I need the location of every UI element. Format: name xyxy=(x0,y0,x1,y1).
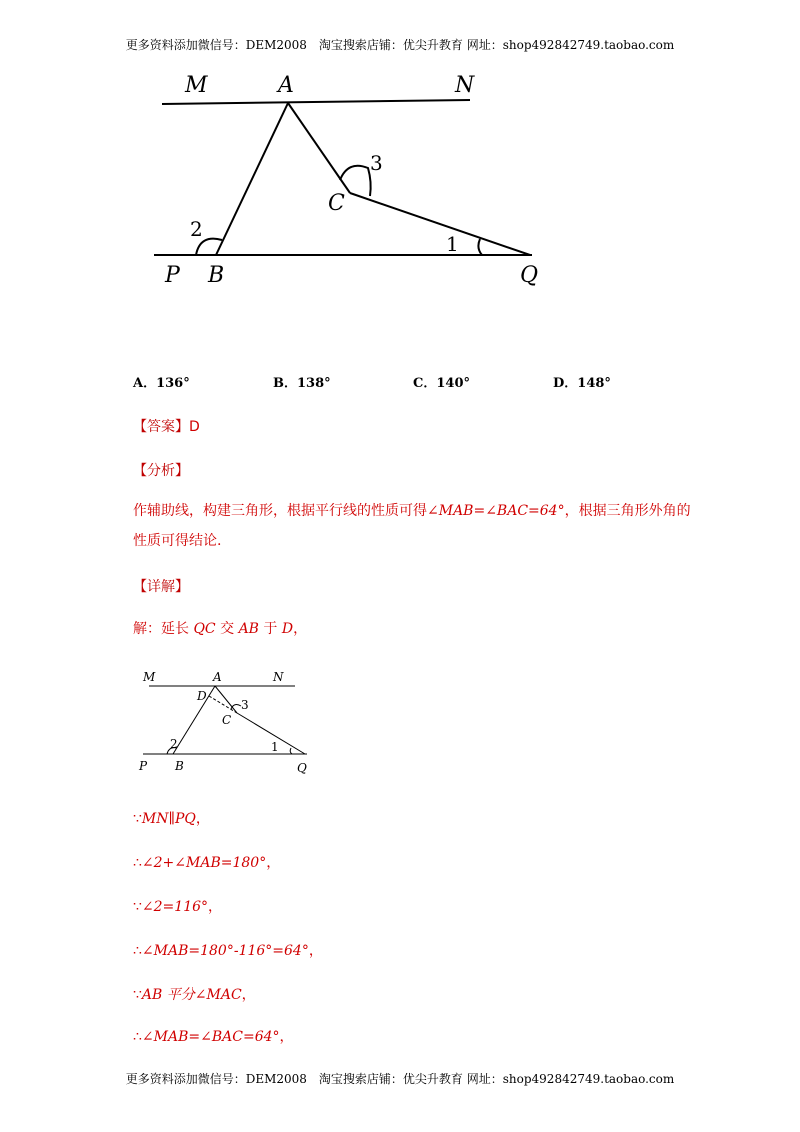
label-P: P xyxy=(165,263,180,288)
step-2: ∴∠2+∠MAB=180°， xyxy=(133,855,281,871)
answer-value: D xyxy=(189,419,200,435)
fig2-label-B: B xyxy=(175,759,184,773)
analysis-text: 作辅助线，构建三角形，根据平行线的性质可得∠MAB=∠BAC=64°，根据三角形外角的性质可得结论. xyxy=(133,503,691,549)
label-N: N xyxy=(455,73,475,98)
label-angle-3: 3 xyxy=(370,151,383,175)
label-A: A xyxy=(278,73,294,98)
answer-tag: 【答案】 xyxy=(133,419,189,435)
detail-tag: 【详解】 xyxy=(133,579,189,595)
geometry-figure-auxiliary xyxy=(135,664,315,776)
step-5: ∵AB 平分∠MAC， xyxy=(133,987,256,1003)
fig2-label-C: C xyxy=(222,713,232,727)
label-M: M xyxy=(185,73,208,98)
fig2-label-N: N xyxy=(273,670,284,684)
fig2-label-Q: Q xyxy=(297,761,307,775)
step-3: ∵∠2=116°， xyxy=(133,899,223,915)
fig2-label-angle-3: 3 xyxy=(241,698,249,712)
fig2-label-D: D xyxy=(197,689,207,703)
label-B: B xyxy=(208,263,225,288)
fig2-label-M: M xyxy=(143,670,156,684)
label-angle-2: 2 xyxy=(190,217,203,241)
fig2-label-angle-1: 1 xyxy=(271,740,279,754)
step-1: ∵MN∥PQ， xyxy=(133,811,210,827)
label-Q: Q xyxy=(520,263,539,288)
option-d: D．148° xyxy=(553,376,611,391)
step-6: ∴∠MAB=∠BAC=64°， xyxy=(133,1029,294,1045)
fig2-label-angle-2: 2 xyxy=(170,737,178,751)
analysis-tag: 【分析】 xyxy=(133,463,189,479)
fig2-label-P: P xyxy=(139,759,148,773)
option-c: C．140° xyxy=(413,376,470,391)
label-C: C xyxy=(328,191,345,216)
label-angle-1: 1 xyxy=(446,232,459,256)
dashed-extension xyxy=(209,696,237,713)
answer-line xyxy=(133,416,200,436)
angle-1-arc xyxy=(478,239,482,255)
option-b: B．138° xyxy=(273,376,331,391)
page-footer: 更多资料添加微信号：DEM2008 淘宝搜索店铺：优尖升教育 网址：shop492842749.taobao.com xyxy=(125,1072,675,1086)
step-4: ∴∠MAB=180°-116°=64°， xyxy=(133,943,323,959)
detail-intro: 解：延长 QC 交 AB 于 D， xyxy=(133,621,308,637)
geometry-figure-main xyxy=(150,68,550,298)
page-header: 更多资料添加微信号：DEM2008 淘宝搜索店铺：优尖升教育 网址：shop492842749.taobao.com xyxy=(125,38,675,52)
option-a: A．136° xyxy=(133,376,190,391)
fig2-label-A: A xyxy=(213,670,222,684)
